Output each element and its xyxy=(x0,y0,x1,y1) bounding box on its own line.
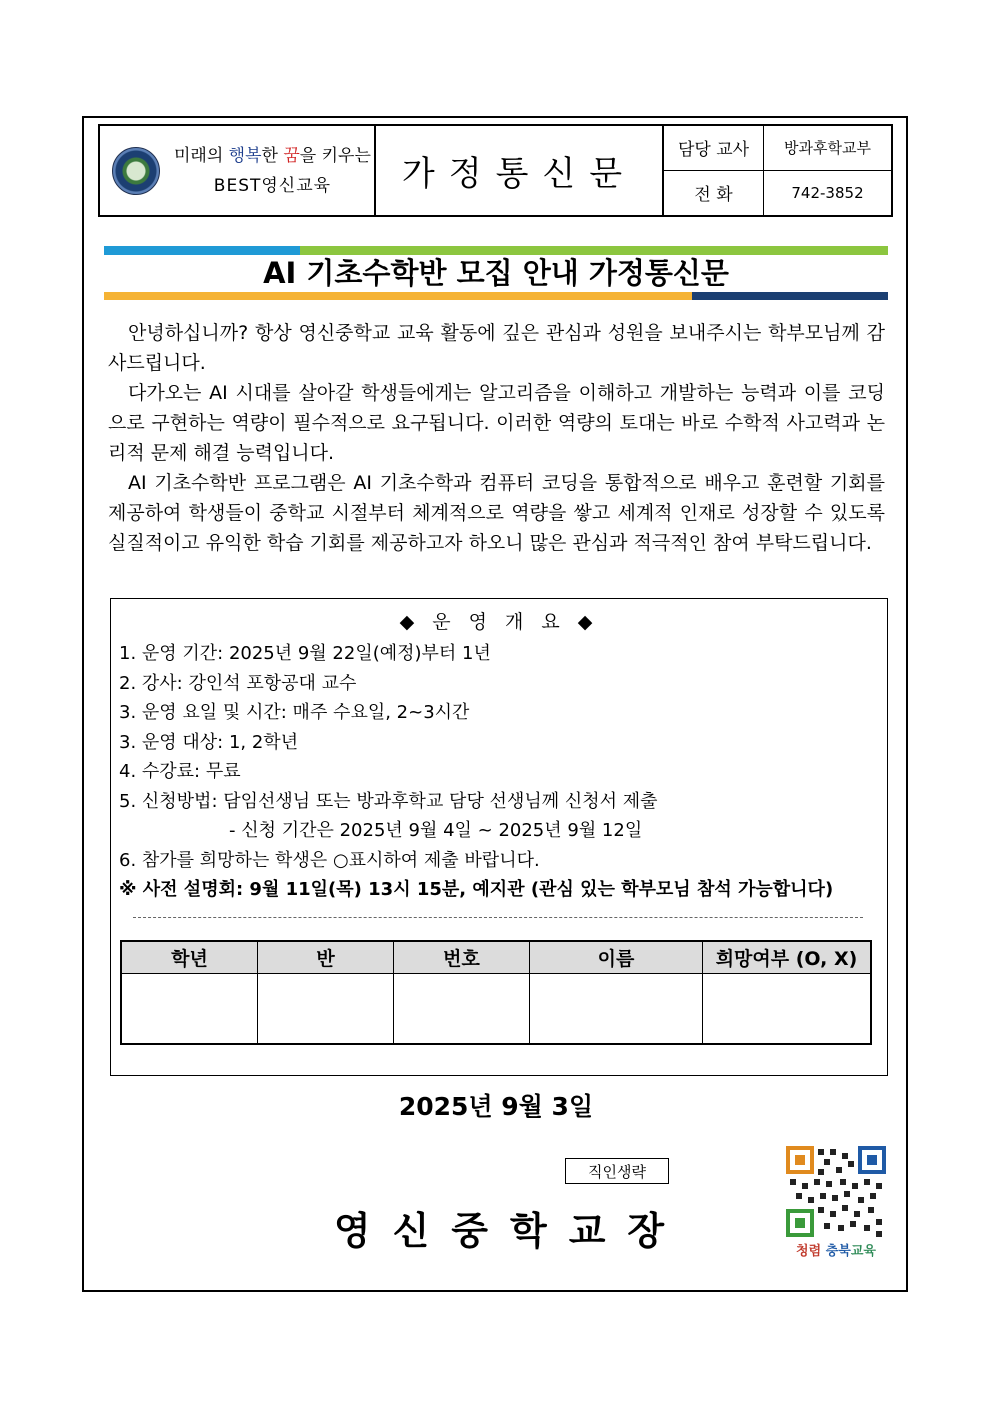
motto-suffix: 을 키우는 xyxy=(299,145,371,166)
contact-info xyxy=(664,126,891,215)
col-name: 이름 xyxy=(530,942,703,974)
title-bar-top-blue xyxy=(104,246,300,255)
phone-value: 742-3852 xyxy=(791,183,864,202)
title-bar-bottom-orange xyxy=(104,292,692,300)
cell-name-input[interactable] xyxy=(530,974,703,1043)
overview-item: 3. 운영 대상: 1, 2학년 xyxy=(119,731,299,753)
teacher-label: 담당 교사 xyxy=(664,126,764,171)
cell-participation-input[interactable] xyxy=(703,974,870,1043)
qr-caption-education: 교육 xyxy=(850,1244,876,1259)
application-period: - 신청 기간은 2025년 9월 4일 ~ 2025년 9월 12일 xyxy=(229,820,643,841)
qr-caption xyxy=(784,1240,888,1259)
motto-mid: 한 xyxy=(261,145,284,166)
document-type: 가정통신문 xyxy=(376,126,664,215)
paragraph-purpose: 다가오는 AI 시대를 살아갈 학생들에게는 알고리즘을 이해하고 개발하는 능력과 이를 코딩으로 구현하는 역량이 필수적으로 요구됩니다. 이러한 역량의 토대는 바로 수학적 사고력과 논리적 문제 해결 능력입니다. xyxy=(108,382,885,464)
seal-omitted-box: 직인생략 xyxy=(565,1158,669,1184)
col-grade: 학년 xyxy=(122,942,258,974)
paragraph-program: AI 기초수학반 프로그램은 AI 기초수학과 컴퓨터 코딩을 통합적으로 배우고 훈련할 기회를 제공하여 학생들이 중학교 시절부터 체계적으로 역량을 쌓고 세계적 인재로 성장할 수 있도록 실질적이고 유익한 학습 기회를 제공하고자 하오니 많은 관심과 적극적인 참여 부탁드립니다. xyxy=(108,472,885,554)
qr-code-icon xyxy=(784,1145,888,1239)
cut-line xyxy=(133,917,863,918)
col-participation: 희망여부 (O, X) xyxy=(703,942,870,974)
overview-item: 2. 강사: 강인석 포항공대 교수 xyxy=(119,672,357,694)
cell-grade-input[interactable] xyxy=(122,974,258,1043)
briefing-note: ※ 사전 설명회: 9월 11일(목) 13시 15분, 예지관 (관심 있는 학부모님 참석 가능합니다) xyxy=(119,879,834,900)
application-form-table xyxy=(120,940,872,1045)
letterhead xyxy=(98,124,893,217)
body-text xyxy=(108,318,885,558)
title-bar-top-green xyxy=(300,246,888,255)
overview-item: 3. 운영 요일 및 시간: 매주 수요일, 2~3시간 xyxy=(119,702,470,723)
principal-signature: 영신중학교장 xyxy=(333,1209,687,1253)
overview-list xyxy=(119,639,879,905)
overview-item: 5. 신청방법: 담임선생님 또는 방과후학교 담당 선생님께 신청서 제출 xyxy=(119,790,658,812)
issue-date: 2025년 9월 3일 xyxy=(398,1092,594,1121)
school-seal-icon xyxy=(112,147,160,195)
motto-line2: BEST영신교육 xyxy=(213,175,332,196)
motto-word-happiness: 행복 xyxy=(228,145,262,166)
motto-line1 xyxy=(174,141,371,171)
qr-caption-chungbuk: 충북 xyxy=(825,1244,851,1259)
overview-box xyxy=(110,598,888,1076)
overview-item: 4. 수강료: 무료 xyxy=(119,761,241,782)
phone-label: 전 화 xyxy=(664,171,764,216)
motto-prefix: 미래의 xyxy=(174,145,229,166)
motto-word-dream: 꿈 xyxy=(283,145,300,166)
paragraph-greeting: 안녕하십니까? 항상 영신중학교 교육 활동에 깊은 관심과 성원을 보내주시는 학부모님께 감사드립니다. xyxy=(108,322,885,374)
overview-item: 1. 운영 기간: 2025년 9월 22일(예정)부터 1년 xyxy=(119,643,491,664)
col-number: 번호 xyxy=(394,942,530,974)
school-logo-area xyxy=(100,126,376,215)
cell-number-input[interactable] xyxy=(394,974,530,1043)
qr-caption-integrity: 청렴 xyxy=(796,1244,822,1259)
main-title: AI 기초수학반 모집 안내 가정통신문 xyxy=(263,256,729,290)
teacher-value: 방과후학교부 xyxy=(764,126,891,171)
overview-heading: ◆ 운 영 개 요 ◆ xyxy=(399,611,599,633)
overview-item: 6. 참가를 희망하는 학생은 ○표시하여 제출 바랍니다. xyxy=(119,849,540,871)
school-motto xyxy=(174,141,371,201)
title-bar-bottom-navy xyxy=(692,292,888,300)
col-class: 반 xyxy=(258,942,394,974)
cell-class-input[interactable] xyxy=(258,974,394,1043)
